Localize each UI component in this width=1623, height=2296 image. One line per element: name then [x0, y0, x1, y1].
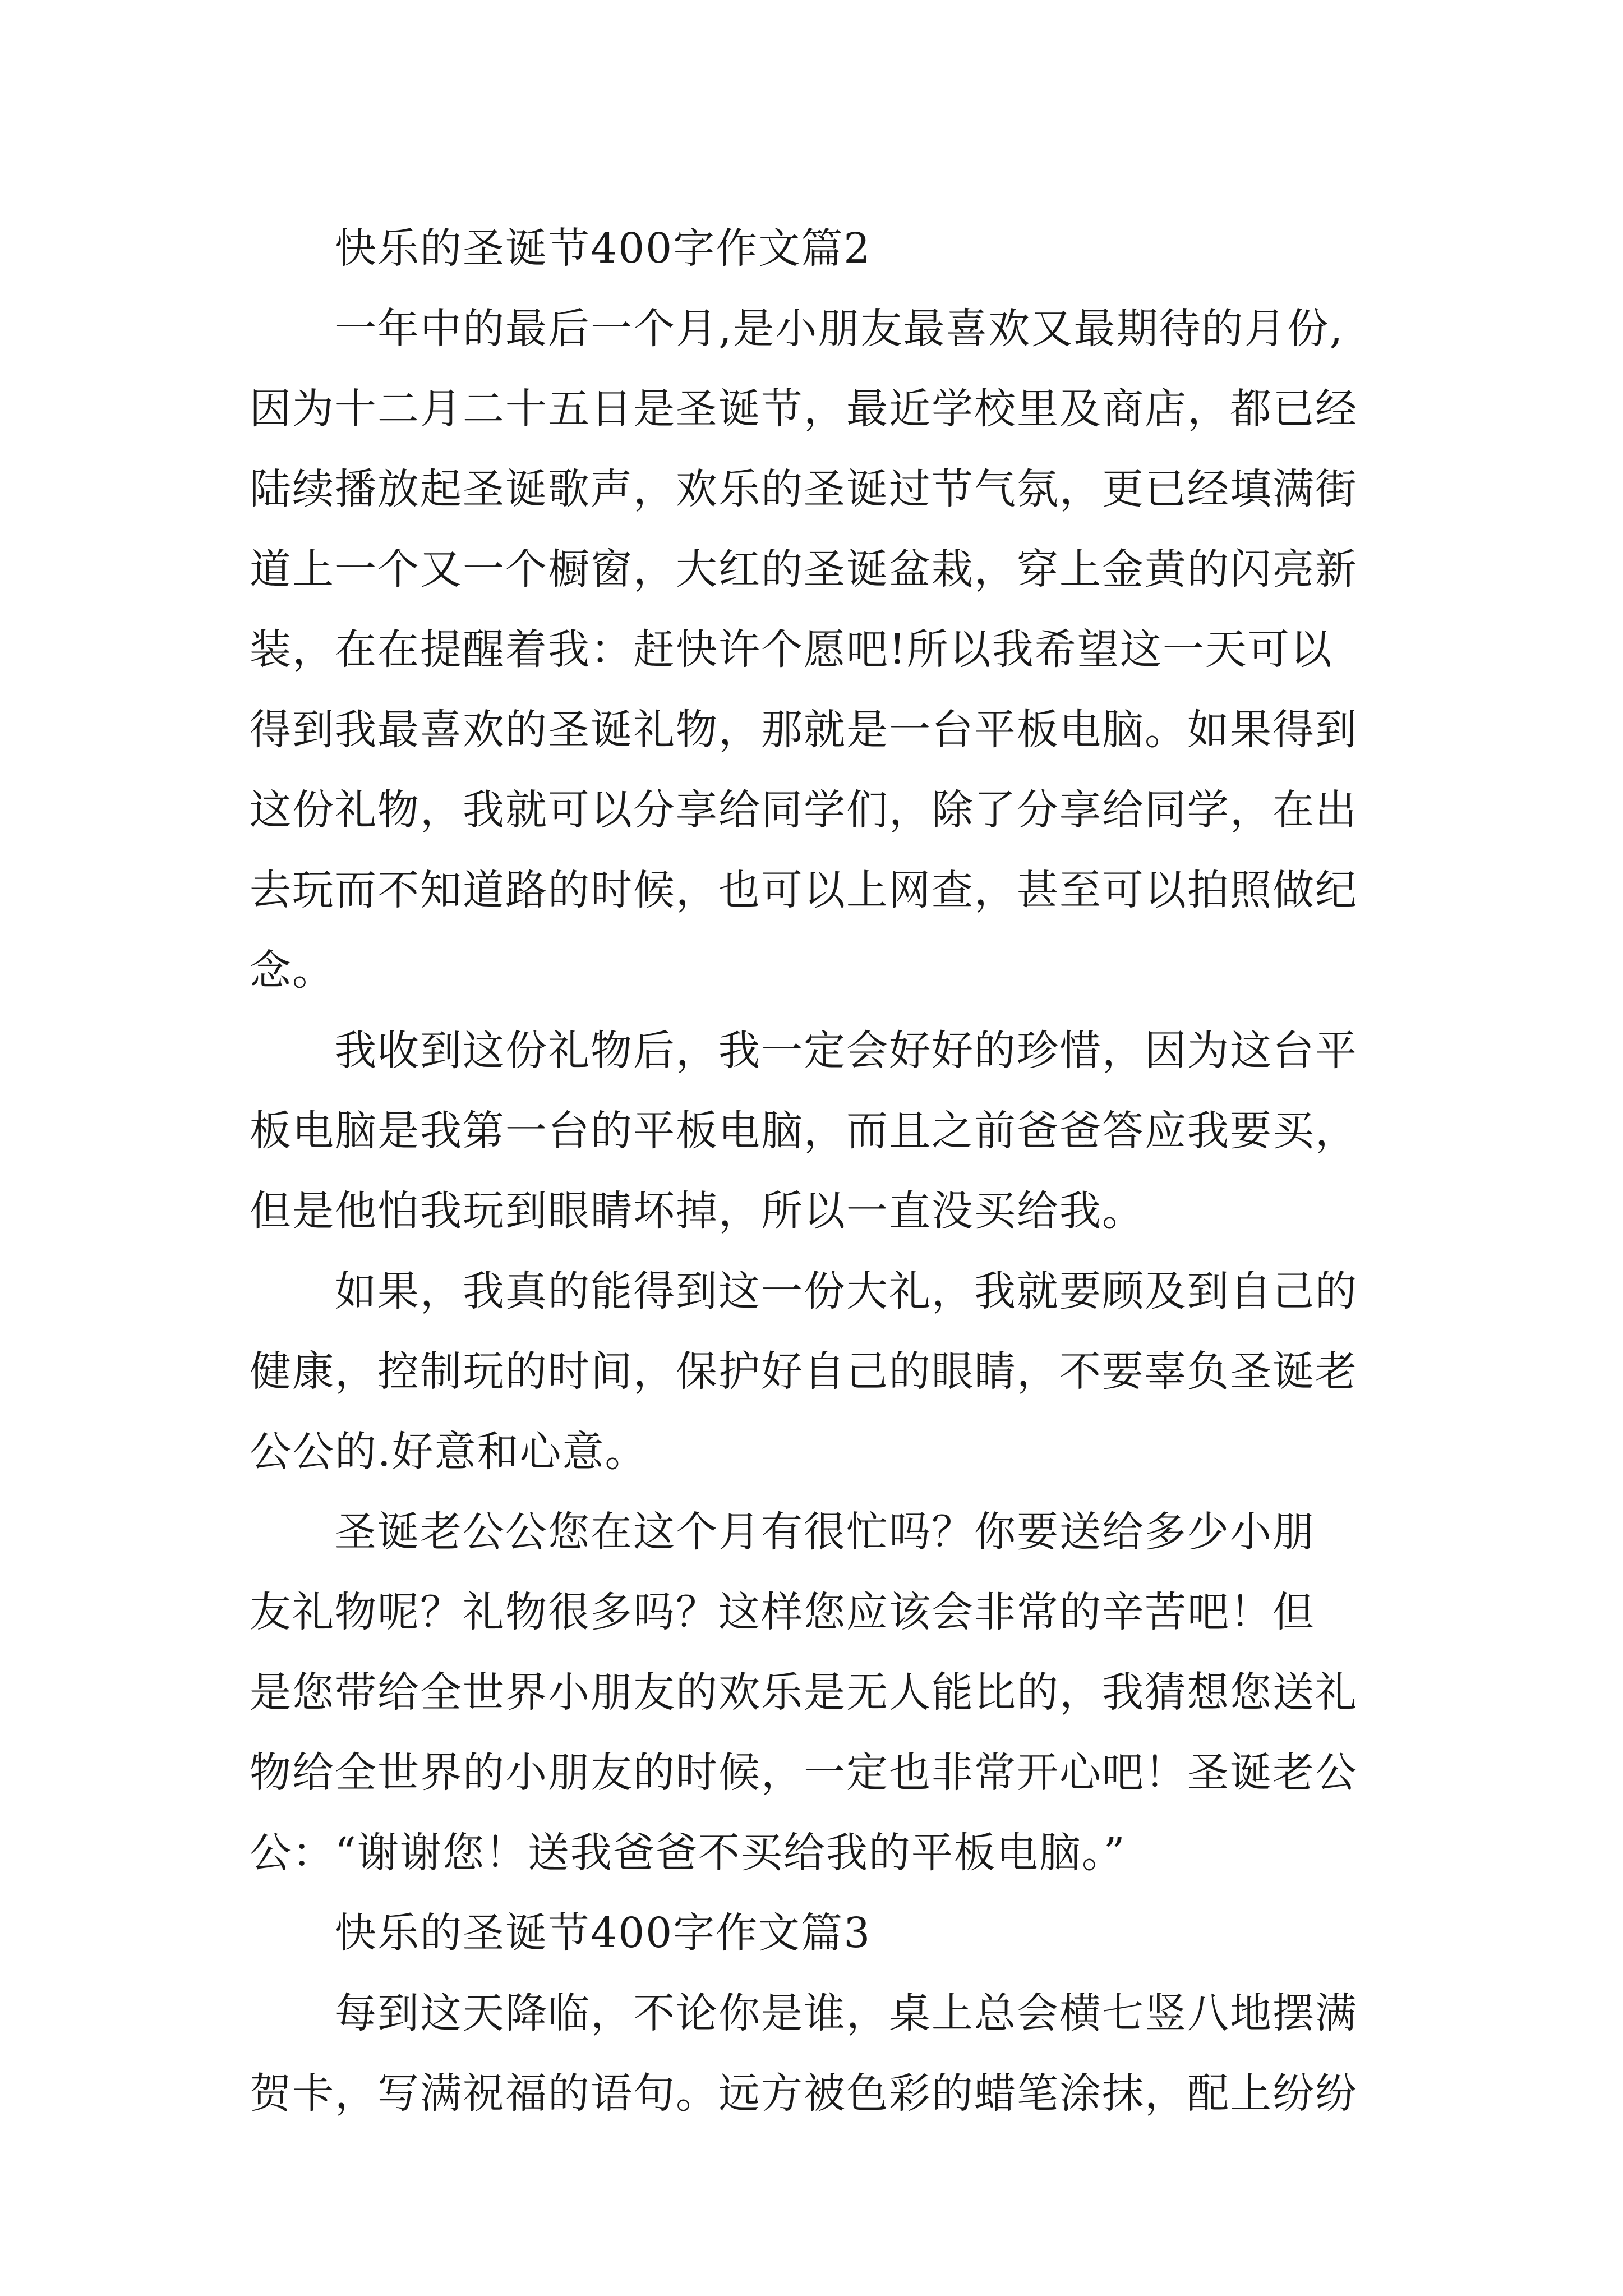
text-line: 陆续播放起圣诞歌声，欢乐的圣诞过节气氛，更已经填满街	[250, 465, 1358, 513]
text-line: 是您带给全世界小朋友的欢乐是无人能比的，我猜想您送礼	[250, 1668, 1358, 1717]
text-line: 友礼物呢？礼物很多吗？这样您应该会非常的辛苦吧！但	[250, 1588, 1315, 1636]
text-line: 去玩而不知道路的时候，也可以上网查，甚至可以拍照做纪	[250, 866, 1358, 914]
text-line: 但是他怕我玩到眼睛坏掉，所以一直没买给我。	[250, 1187, 1145, 1235]
text-line: 念。	[250, 946, 335, 995]
text-line: 一年中的最后一个月,是小朋友最喜欢又最期待的月份,	[335, 305, 1344, 353]
text-line: 这份礼物，我就可以分享给同学们，除了分享给同学，在出	[250, 786, 1358, 834]
text-line: 圣诞老公公您在这个月有很忙吗？你要送给多少小朋	[335, 1508, 1315, 1556]
text-line: 物给全世界的小朋友的时候，一定也非常开心吧！圣诞老公	[250, 1749, 1358, 1797]
text-line: 我收到这份礼物后，我一定会好好的珍惜，因为这台平	[335, 1027, 1358, 1075]
text-line: 装，在在提醒着我：赶快许个愿吧!所以我希望这一天可以	[250, 625, 1333, 674]
text-line: 如果，我真的能得到这一份大礼，我就要顾及到自己的	[335, 1267, 1358, 1315]
text-line: 道上一个又一个橱窗，大红的圣诞盆栽，穿上金黄的闪亮新	[250, 545, 1358, 593]
text-line: 公：“谢谢您！送我爸爸不买给我的平板电脑。”	[250, 1829, 1126, 1877]
text-line: 健康，控制玩的时间，保护好自己的眼睛，不要辜负圣诞老	[250, 1347, 1358, 1396]
section-heading: 快乐的圣诞节400字作文篇3	[335, 1909, 872, 1957]
section-heading: 快乐的圣诞节400字作文篇2	[335, 224, 872, 273]
text-line: 每到这天降临，不论你是谁，桌上总会横七竖八地摆满	[335, 1989, 1358, 2037]
text-line: 板电脑是我第一台的平板电脑，而且之前爸爸答应我要买，	[250, 1107, 1358, 1155]
text-line: 得到我最喜欢的圣诞礼物，那就是一台平板电脑。如果得到	[250, 706, 1358, 754]
text-line: 贺卡，写满祝福的语句。远方被色彩的蜡笔涂抹，配上纷纷	[250, 2069, 1358, 2118]
text-line: 因为十二月二十五日是圣诞节，最近学校里及商店，都已经	[250, 385, 1358, 433]
document-body	[250, 209, 1410, 2134]
text-line: 公公的.好意和心意。	[250, 1428, 648, 1476]
